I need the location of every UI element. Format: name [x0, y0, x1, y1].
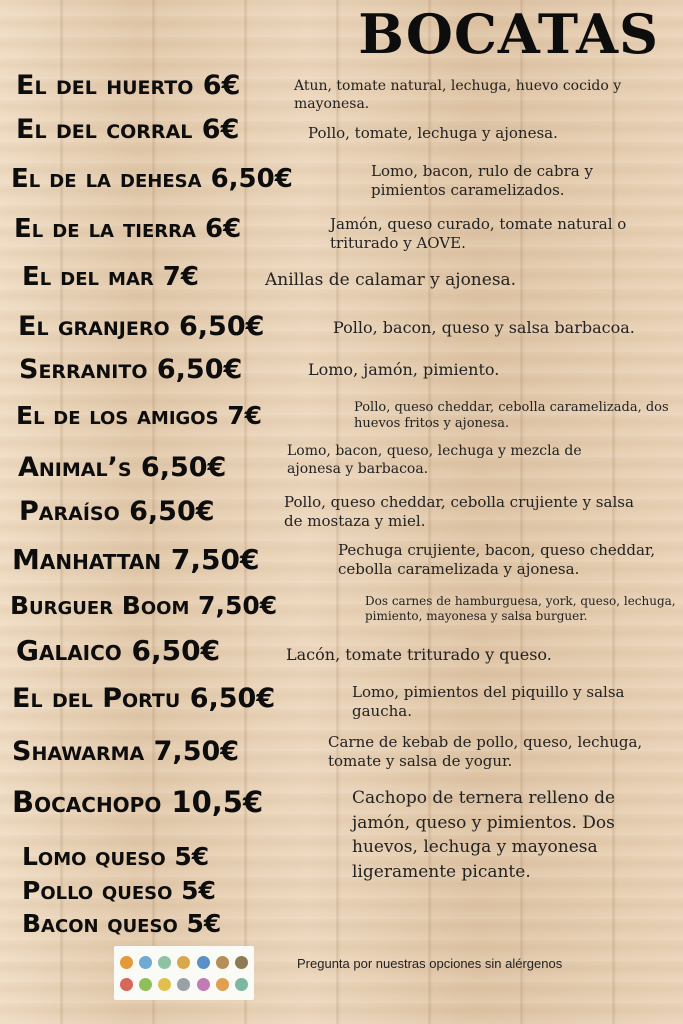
item-description: Cachopo de ternera relleno de jamón, queso y pimientos. Dos huevos, lechuga y mayonesa ligeramente picante.	[352, 788, 616, 882]
allergen-icon	[216, 978, 229, 991]
item-description: Atun, tomate natural, lechuga, huevo cocido y mayonesa.	[294, 78, 622, 112]
extra-item: Lomo queso 5€	[22, 842, 210, 871]
item-name: El granjero 6,50€	[18, 311, 265, 342]
item-description: Lomo, bacon, queso, lechuga y mezcla de ajonesa y barbacoa.	[287, 443, 582, 477]
item-description: Anillas de calamar y ajonesa.	[265, 270, 517, 290]
item-description: Lomo, bacon, rulo de cabra y pimientos caramelizados.	[371, 162, 593, 199]
item-description: Lacón, tomate triturado y queso.	[286, 645, 552, 664]
allergen-icon	[158, 956, 171, 969]
item-name: El del huerto 6€	[16, 70, 241, 101]
allergen-icon	[177, 978, 190, 991]
item-description: Pollo, tomate, lechuga y ajonesa.	[308, 124, 558, 142]
item-name: Bocachopo 10,5€	[12, 785, 264, 819]
extra-item: Pollo queso 5€	[22, 876, 216, 905]
allergen-icon	[120, 978, 133, 991]
allergen-icon	[235, 956, 248, 969]
item-name: Shawarma 7,50€	[12, 736, 240, 767]
item-description: Pechuga crujiente, bacon, queso cheddar, cebolla caramelizada y ajonesa.	[338, 541, 656, 578]
item-description: Pollo, bacon, queso y salsa barbacoa.	[333, 318, 635, 337]
allergen-icons-panel	[114, 946, 254, 1000]
item-name: Paraíso 6,50€	[19, 496, 215, 527]
item-name: El del corral 6€	[16, 114, 240, 145]
item-name: Animal’s 6,50€	[18, 452, 227, 483]
allergen-icon	[139, 978, 152, 991]
item-name: El del mar 7€	[22, 262, 199, 292]
allergen-icon	[235, 978, 248, 991]
allergen-icon	[139, 956, 152, 969]
item-name: El de la tierra 6€	[14, 214, 242, 244]
allergen-icon	[197, 978, 210, 991]
allergen-icon	[216, 956, 229, 969]
item-description: Dos carnes de hamburguesa, york, queso, lechuga, pimiento, mayonesa y salsa burguer.	[365, 594, 676, 623]
allergen-icon	[158, 978, 171, 991]
item-name: El del Portu 6,50€	[12, 683, 276, 714]
extra-item: Bacon queso 5€	[22, 909, 222, 938]
menu-title: BOCATAS	[358, 2, 659, 66]
item-name: Galaico 6,50€	[16, 634, 221, 667]
item-name: Manhattan 7,50€	[12, 543, 260, 576]
allergen-icon	[177, 956, 190, 969]
allergen-icon	[197, 956, 210, 969]
footer-note: Pregunta por nuestras opciones sin alérgenos	[297, 956, 563, 971]
item-description: Jamón, queso curado, tomate natural o triturado y AOVE.	[330, 215, 627, 252]
item-name: Serranito 6,50€	[19, 354, 243, 385]
allergen-icon	[120, 956, 133, 969]
item-description: Pollo, queso cheddar, cebolla caramelizada, dos huevos fritos y ajonesa.	[354, 400, 669, 432]
item-description: Carne de kebab de pollo, queso, lechuga, tomate y salsa de yogur.	[328, 733, 643, 770]
item-description: Lomo, jamón, pimiento.	[308, 360, 500, 379]
item-name: El de los amigos 7€	[16, 401, 263, 430]
item-description: Pollo, queso cheddar, cebolla crujiente y salsa de mostaza y miel.	[284, 493, 634, 530]
item-name: El de la dehesa 6,50€	[11, 164, 293, 194]
item-name: Burguer Boom 7,50€	[10, 591, 278, 620]
item-description: Lomo, pimientos del piquillo y salsa gaucha.	[352, 683, 625, 720]
